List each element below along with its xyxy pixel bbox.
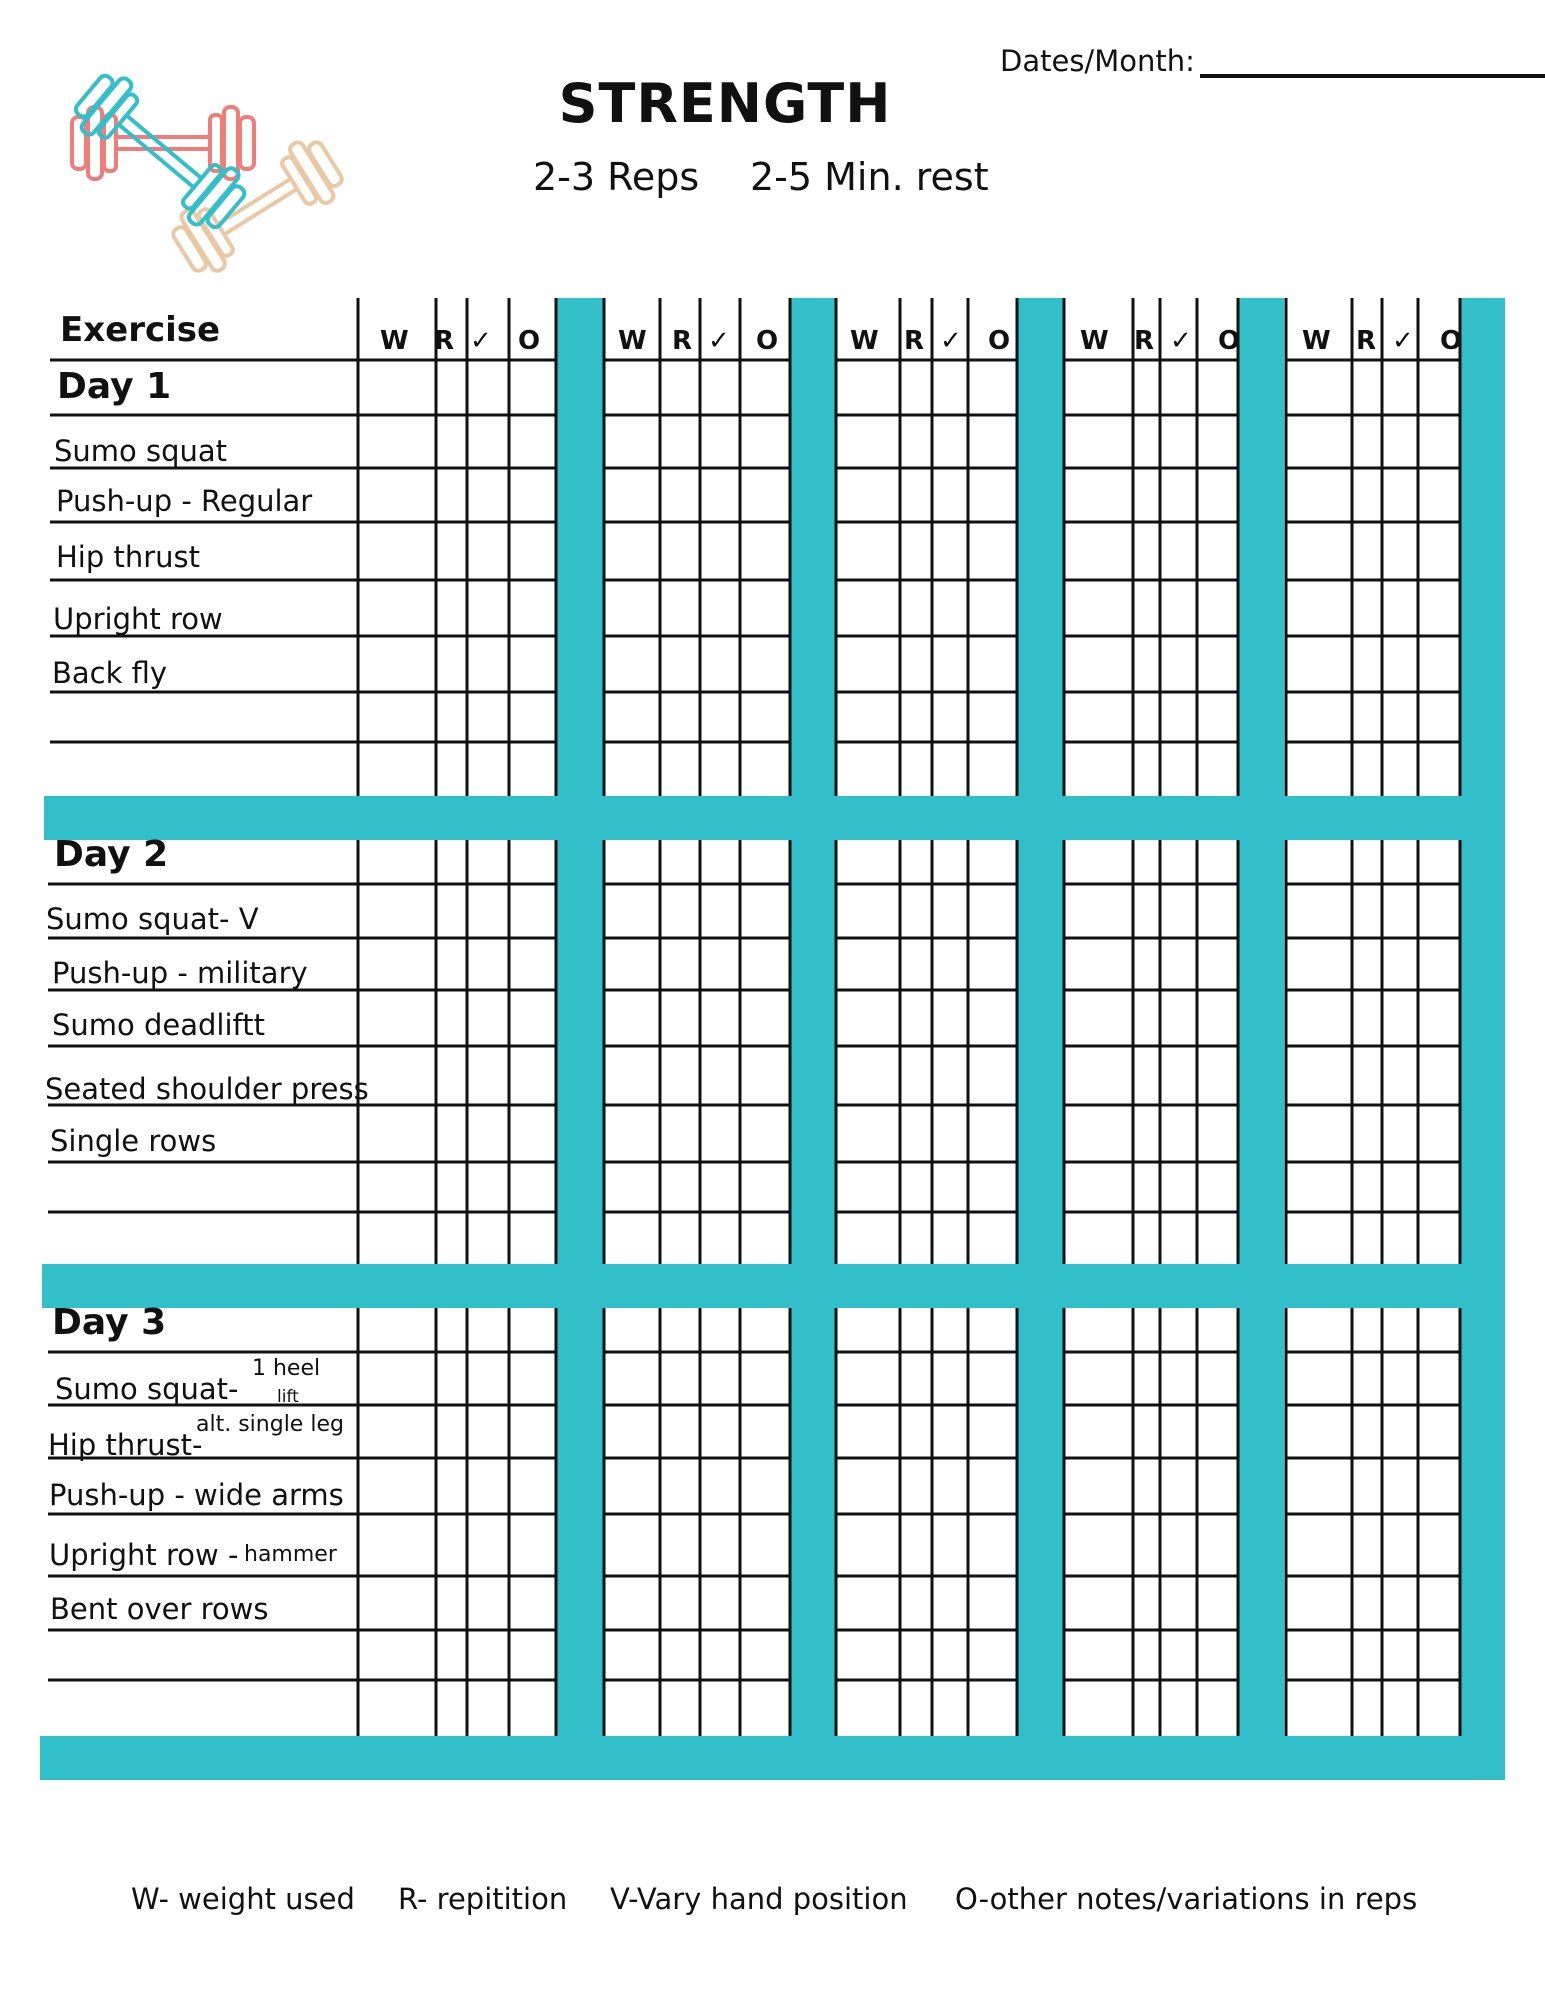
exercise-name: Upright row bbox=[53, 602, 223, 636]
dates-month-label: Dates/Month: bbox=[1000, 44, 1195, 78]
page-title: STRENGTH bbox=[558, 72, 892, 135]
column-header-r: R bbox=[904, 326, 925, 356]
day-3-label: Day 3 bbox=[52, 1302, 167, 1343]
column-header-w: W bbox=[1302, 326, 1331, 356]
column-header-r: R bbox=[1134, 326, 1155, 356]
column-header-w: W bbox=[618, 326, 647, 356]
column-header-w: W bbox=[380, 326, 409, 356]
legend-vary-hand: V-Vary hand position bbox=[610, 1882, 908, 1916]
exercise-note: 1 heel bbox=[252, 1356, 321, 1381]
exercise-note: lift bbox=[277, 1387, 299, 1407]
week-separator bbox=[1017, 298, 1063, 1736]
week-separator bbox=[790, 298, 836, 1736]
exercise-name: Seated shoulder press bbox=[45, 1072, 369, 1106]
exercise-name: Push-up - wide arms bbox=[49, 1478, 344, 1512]
column-header-o: O bbox=[518, 326, 541, 356]
column-header-check: ✓ bbox=[940, 326, 962, 356]
legend-repetition: R- repitition bbox=[398, 1882, 568, 1916]
exercise-name: Sumo squat- bbox=[55, 1372, 239, 1406]
legend-weight: W- weight used bbox=[131, 1882, 355, 1916]
week-separator bbox=[557, 298, 603, 1736]
column-header-o: O bbox=[1218, 326, 1241, 356]
column-header-check: ✓ bbox=[1170, 326, 1192, 356]
column-header-check: ✓ bbox=[708, 326, 730, 356]
week-separator bbox=[1460, 298, 1505, 1736]
exercise-note: alt. single leg bbox=[196, 1412, 344, 1437]
section-divider bbox=[40, 1736, 1505, 1780]
exercise-name: Upright row - bbox=[49, 1538, 239, 1572]
day-1-label: Day 1 bbox=[57, 366, 172, 407]
column-header-o: O bbox=[988, 326, 1011, 356]
exercise-name: Sumo squat bbox=[54, 434, 228, 468]
exercise-name: Sumo squat- V bbox=[46, 902, 259, 936]
reps-label: 2-3 Reps bbox=[533, 155, 700, 199]
column-header-r: R bbox=[672, 326, 693, 356]
column-header-check: ✓ bbox=[470, 326, 492, 356]
rest-label: 2-5 Min. rest bbox=[750, 155, 989, 199]
column-header-r: R bbox=[434, 326, 455, 356]
exercise-header: Exercise bbox=[60, 310, 221, 350]
exercise-name: Push-up - military bbox=[52, 956, 308, 990]
day-2-label: Day 2 bbox=[54, 834, 169, 875]
column-header-o: O bbox=[1440, 326, 1463, 356]
column-header-w: W bbox=[850, 326, 879, 356]
exercise-name: Push-up - Regular bbox=[56, 484, 313, 518]
exercise-name: Sumo deadliftt bbox=[52, 1008, 265, 1042]
week-separator bbox=[1238, 298, 1284, 1736]
exercise-name: Single rows bbox=[50, 1124, 217, 1158]
column-header-r: R bbox=[1356, 326, 1377, 356]
legend-other: O-other notes/variations in reps bbox=[955, 1882, 1418, 1916]
column-header-check: ✓ bbox=[1392, 326, 1414, 356]
exercise-name: Hip thrust bbox=[56, 540, 201, 574]
column-header-w: W bbox=[1080, 326, 1109, 356]
exercise-note: hammer bbox=[244, 1542, 337, 1567]
exercise-name: Hip thrust- bbox=[48, 1428, 203, 1462]
exercise-name: Back fly bbox=[52, 656, 168, 690]
column-header-o: O bbox=[756, 326, 779, 356]
exercise-name: Bent over rows bbox=[50, 1592, 269, 1626]
